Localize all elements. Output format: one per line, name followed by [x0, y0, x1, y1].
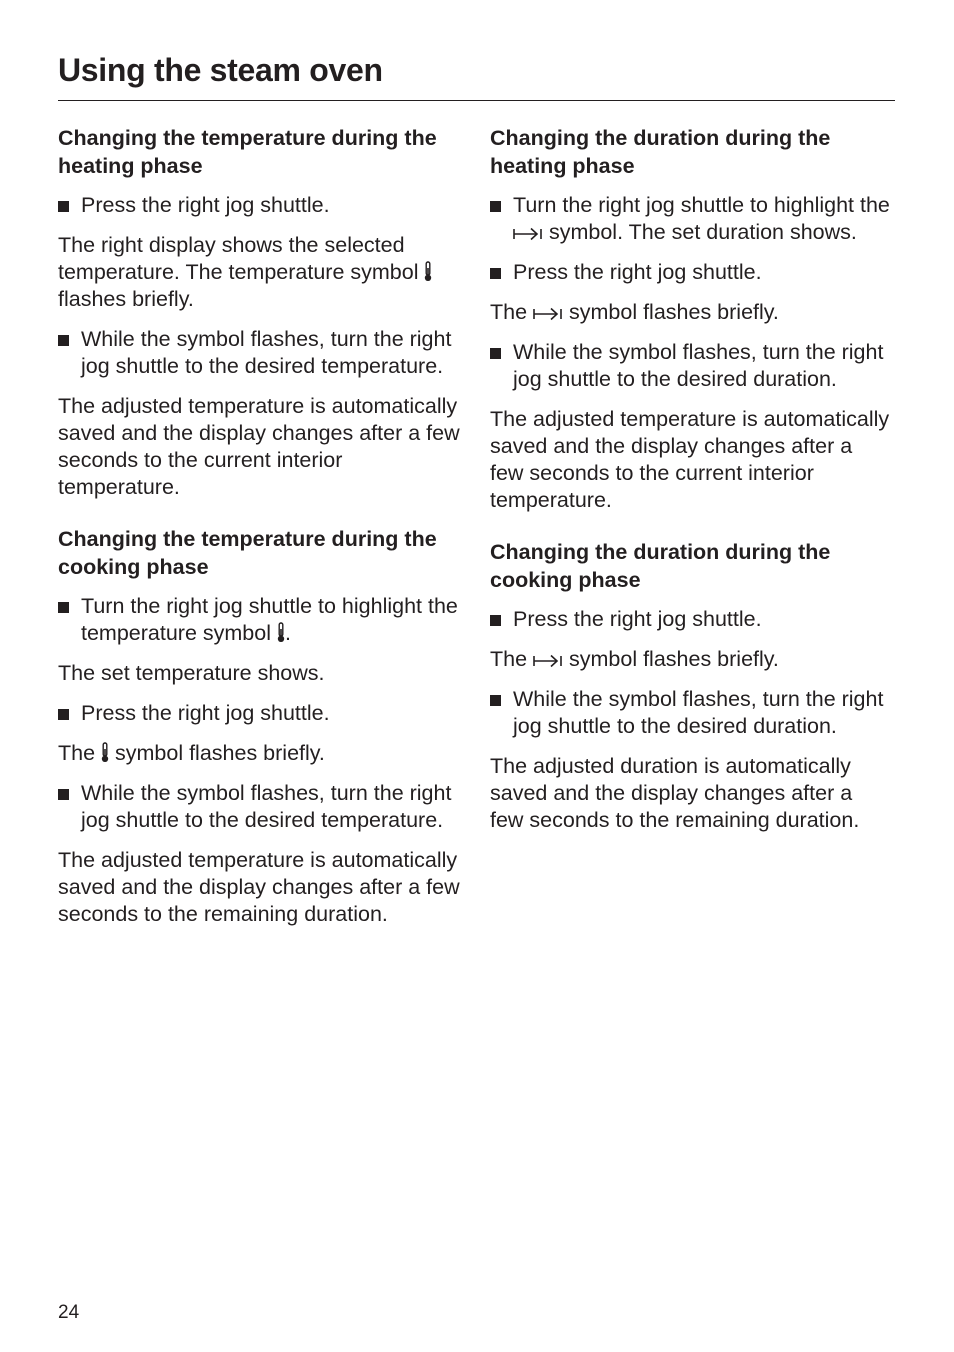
- result-text: The set temperature shows.: [58, 661, 325, 685]
- text-fragment: The: [490, 647, 534, 671]
- text-fragment: flashes briefly.: [58, 287, 194, 311]
- section-heading: Changing the temperature during the cooking phase: [58, 527, 437, 579]
- section-temperature-heating: [58, 124, 468, 501]
- square-bullet-icon: [58, 602, 69, 613]
- square-bullet-icon: [490, 348, 501, 359]
- step-text: Press the right jog shuttle.: [513, 260, 762, 284]
- text-fragment: symbol flashes briefly.: [109, 741, 325, 765]
- step-text: Press the right jog shuttle.: [81, 701, 330, 725]
- square-bullet-icon: [58, 709, 69, 720]
- square-bullet-icon: [490, 695, 501, 706]
- square-bullet-icon: [58, 789, 69, 800]
- step-text: While the symbol flashes, turn the right jog shuttle to the desired temperature.: [81, 327, 452, 378]
- left-column: [58, 124, 468, 952]
- right-column: [490, 124, 890, 858]
- text-fragment: Turn the right jog shuttle to highlight the: [513, 193, 890, 217]
- step-text: [513, 192, 890, 246]
- step-text: While the symbol flashes, turn the right jog shuttle to the desired duration.: [513, 687, 884, 738]
- square-bullet-icon: [58, 201, 69, 212]
- section-heading: Changing the duration during the heating phase: [490, 126, 831, 178]
- step-text: [81, 593, 468, 647]
- instruction-step: [58, 326, 468, 380]
- result-text: [58, 740, 468, 767]
- thermometer-icon: [277, 622, 285, 643]
- duration-arrow-icon: [533, 306, 563, 322]
- text-fragment: The: [58, 741, 102, 765]
- result-text: [58, 232, 468, 313]
- section-temperature-cooking: [58, 525, 468, 928]
- result-text: [490, 646, 890, 673]
- instruction-step: [58, 593, 468, 647]
- instruction-step: [58, 780, 468, 834]
- square-bullet-icon: [58, 335, 69, 346]
- thermometer-icon: [424, 261, 432, 282]
- text-fragment: Turn the right jog shuttle to highlight the temperature symbol: [81, 594, 458, 645]
- section-duration-cooking: [490, 538, 890, 834]
- text-fragment: The: [490, 300, 534, 324]
- section-heading: Changing the temperature during the heating phase: [58, 126, 437, 178]
- result-text: The adjusted duration is automatically saved and the display changes after a few seconds to the remaining duration.: [490, 754, 860, 832]
- square-bullet-icon: [490, 615, 501, 626]
- result-text: The adjusted temperature is automatically saved and the display changes after a few seconds to the current interior temperature.: [490, 407, 890, 512]
- instruction-step: [490, 606, 890, 633]
- text-fragment: .: [284, 621, 291, 645]
- text-fragment: The right display shows the selected temperature. The temperature symbol: [58, 233, 425, 284]
- title-divider: [58, 100, 895, 101]
- instruction-step: [490, 192, 890, 246]
- text-fragment: symbol flashes briefly.: [563, 300, 779, 324]
- instruction-step: [58, 700, 468, 727]
- square-bullet-icon: [490, 201, 501, 212]
- square-bullet-icon: [490, 268, 501, 279]
- instruction-step: [490, 686, 890, 740]
- step-text: While the symbol flashes, turn the right jog shuttle to the desired temperature.: [81, 781, 452, 832]
- duration-arrow-icon: [513, 226, 543, 242]
- step-text: Press the right jog shuttle.: [81, 193, 330, 217]
- page-number: 24: [58, 1302, 80, 1323]
- text-fragment: symbol. The set duration shows.: [543, 220, 857, 244]
- step-text: Press the right jog shuttle.: [513, 607, 762, 631]
- result-text: The adjusted temperature is automatically saved and the display changes after a few seconds to the current interior temperature.: [58, 394, 460, 499]
- section-heading: Changing the duration during the cooking phase: [490, 540, 831, 592]
- instruction-step: [58, 192, 468, 219]
- result-text: The adjusted temperature is automatically saved and the display changes after a few seconds to the remaining duration.: [58, 848, 460, 926]
- section-duration-heating: [490, 124, 890, 514]
- step-text: While the symbol flashes, turn the right jog shuttle to the desired duration.: [513, 340, 884, 391]
- text-fragment: symbol flashes briefly.: [563, 647, 779, 671]
- instruction-step: [490, 259, 890, 286]
- duration-arrow-icon: [533, 653, 563, 669]
- result-text: [490, 299, 890, 326]
- page-title: Using the steam oven: [58, 52, 383, 88]
- instruction-step: [490, 339, 890, 393]
- thermometer-icon: [101, 742, 109, 763]
